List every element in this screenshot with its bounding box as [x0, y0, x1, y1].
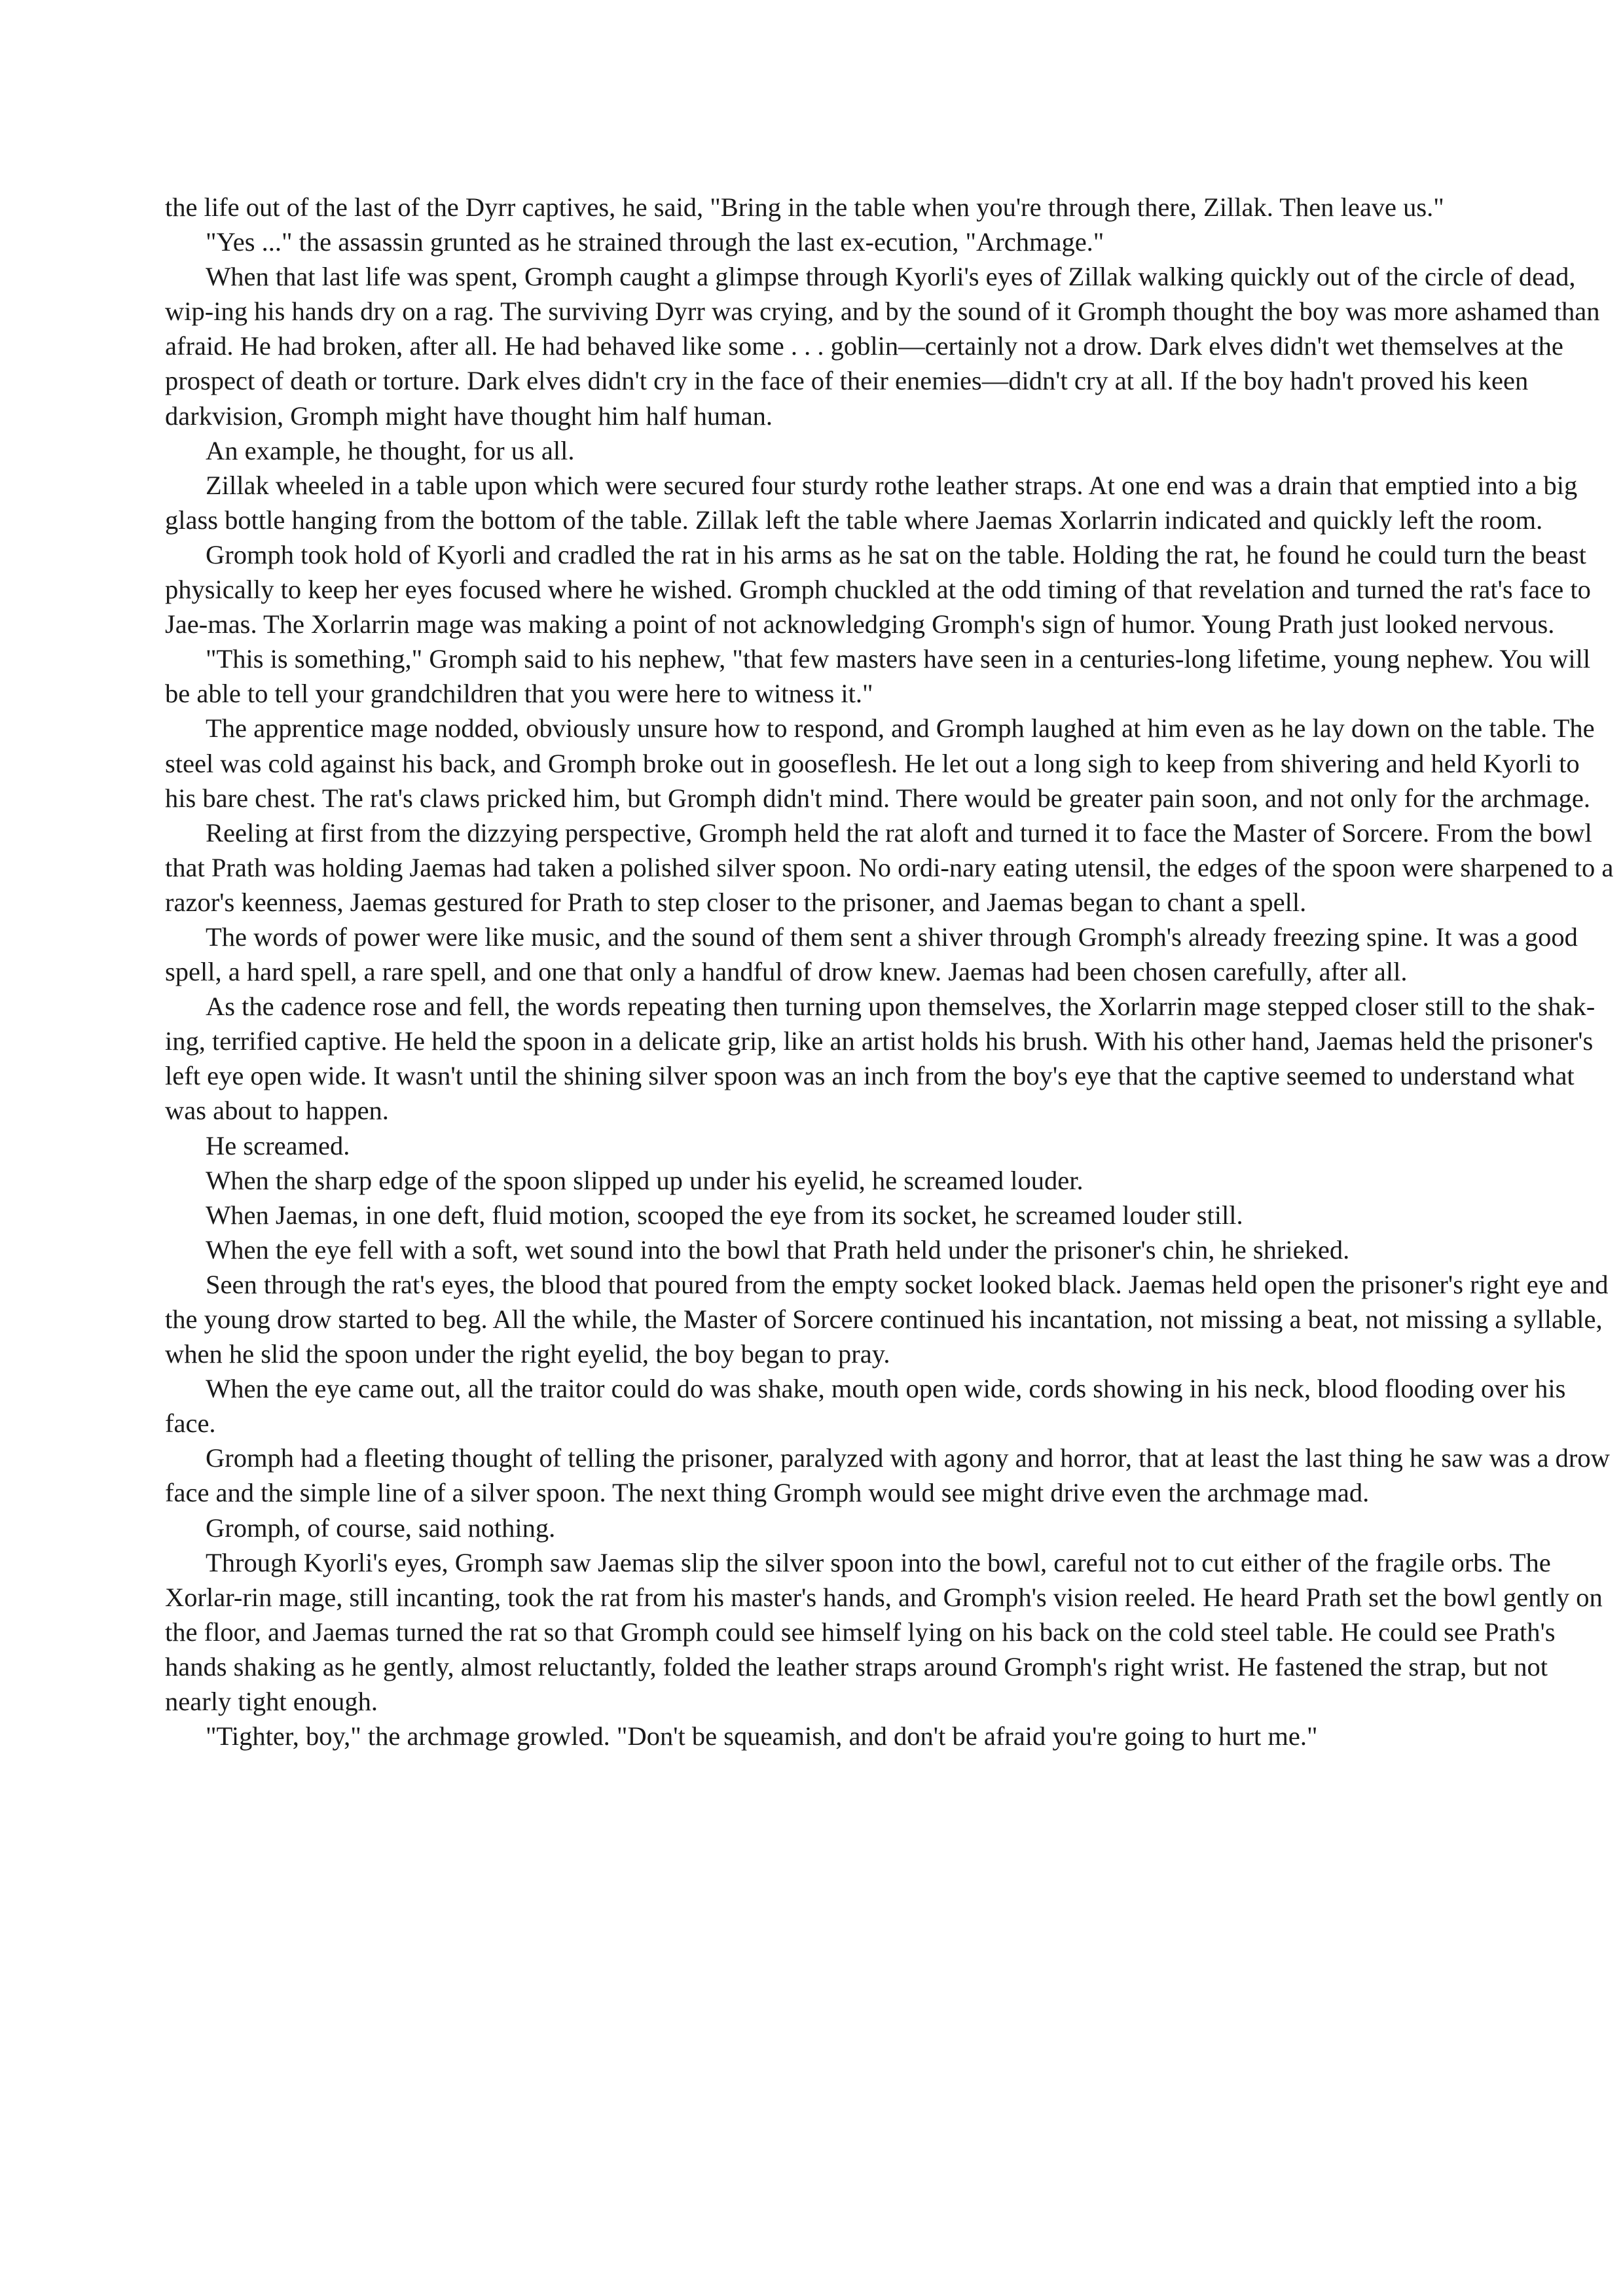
paragraph-14: When Jaemas, in one deft, fluid motion, scooped the eye from its socket, he screamed louder still.	[206, 1200, 1243, 1230]
paragraph-3: When that last life was spent, Gromph caught a glimpse through Kyorli's eyes of Zillak walking quickly out of the circle of dead, wip-ing his hands dry on a rag. The surviving Dyrr was crying, and by the sound of it Gromph thought the boy was more ashamed than afraid. He had broken, after all. He had behaved like some . . . goblin—certainly not a drow. Dark elves didn't wet themselves at the prospect of death or torture. Dark elves didn't cry in the face of their enemies—didn't cry at all. If the boy hadn't proved his keen darkvision, Gromph might have thought him half human.	[165, 262, 1600, 431]
paragraph-19: Gromph, of course, said nothing.	[206, 1513, 556, 1543]
body-text	[165, 190, 1615, 1753]
paragraph-10: The words of power were like music, and the sound of them sent a shiver through Gromph's already freezing spine. It was a good spell, a hard spell, a rare spell, and one that only a handful of drow knew. Jaemas had been chosen carefully, after all.	[165, 922, 1578, 987]
paragraph-11: As the cadence rose and fell, the words repeating then turning upon themselves, the Xorlarrin mage stepped closer still to the shak-ing, terrified captive. He held the spoon in a delicate grip, like an artist holds his brush. With his other hand, Jaemas held the prisoner's left eye open wide. It wasn't until the shining silver spoon was an inch from the boy's eye that the captive seemed to understand what was about to happen.	[165, 992, 1596, 1126]
paragraph-5: Zillak wheeled in a table upon which were secured four sturdy rothe leather straps. At one end was a drain that emptied into a big glass bottle hanging from the bottom of the table. Zillak left the table where Jaemas Xorlarrin indicated and quickly left the room.	[165, 470, 1578, 535]
paragraph-13: When the sharp edge of the spoon slipped up under his eyelid, he screamed louder.	[206, 1165, 1084, 1195]
paragraph-6: Gromph took hold of Kyorli and cradled the rat in his arms as he sat on the table. Holding the rat, he found he could turn the beast physically to keep her eyes focused where he wished. Gromph chuckled at the odd timing of that revelation and turned the rat's face to Jae-mas. The Xorlarrin mage was making a point of not acknowledging Gromph's sign of humor. Young Prath just looked nervous.	[165, 539, 1591, 639]
paragraph-15: When the eye fell with a soft, wet sound into the bowl that Prath held under the prisoner's chin, he shrieked.	[206, 1234, 1350, 1265]
paragraph-16: Seen through the rat's eyes, the blood that poured from the empty socket looked black. Jaemas held open the prisoner's right eye and the young drow started to beg. All the while, the Master of Sorcere continued his incantation, not missing a beat, not missing a syllable, when he slid the spoon under the right eyelid, the boy began to pray.	[165, 1269, 1609, 1369]
paragraph-9: Reeling at first from the dizzying perspective, Gromph held the rat aloft and turned it to face the Master of Sorcere. From the bowl that Prath was holding Jaemas had taken a polished silver spoon. No ordi-nary eating utensil, the edges of the spoon were sharpened to a razor's keenness, Jaemas gestured for Prath to step closer to the prisoner, and Jaemas began to chant a spell.	[165, 817, 1614, 917]
paragraph-12: He screamed.	[206, 1130, 350, 1160]
paragraph-20: Through Kyorli's eyes, Gromph saw Jaemas slip the silver spoon into the bowl, careful not to cut either of the fragile orbs. The Xorlar-rin mage, still incanting, took the rat from his master's hands, and Gromph's vision reeled. He heard Prath set the bowl gently on the floor, and Jaemas turned the rat so that Gromph could see himself lying on his back on the cold steel table. He could see Prath's hands shaking as he gently, almost reluctantly, folded the leather straps around Gromph's right wrist. He fastened the strap, but not nearly tight enough.	[165, 1547, 1603, 1717]
paragraph-17: When the eye came out, all the traitor could do was shake, mouth open wide, cords showing in his neck, blood flooding over his face.	[165, 1374, 1566, 1439]
paragraph-4: An example, he thought, for us all.	[206, 435, 575, 465]
paragraph-18: Gromph had a fleeting thought of telling the prisoner, paralyzed with agony and horror, that at least the last thing he saw was a drow face and the simple line of a silver spoon. The next thing Gromph would see might drive even the archmage mad.	[165, 1443, 1610, 1508]
paragraph-7: "This is something," Gromph said to his nephew, "that few masters have seen in a centuries-long lifetime, young nephew. You will be able to tell your grandchildren that you were here to witness it."	[165, 644, 1591, 709]
paragraph-2: "Yes ..." the assassin grunted as he strained through the last ex-ecution, "Archmage."	[206, 227, 1104, 257]
paragraph-8: The apprentice mage nodded, obviously unsure how to respond, and Gromph laughed at him even as he lay down on the table. The steel was cold against his back, and Gromph broke out in gooseflesh. He let out a long sigh to keep from shivering and held Kyorli to his bare chest. The rat's claws pricked him, but Gromph didn't mind. There would be greater pain soon, and not only for the archmage.	[165, 713, 1595, 813]
paragraph-1: the life out of the last of the Dyrr captives, he said, "Bring in the table when you're through there, Zillak. Then leave us."	[165, 192, 1444, 222]
paragraph-21: "Tighter, boy," the archmage growled. "Don't be squeamish, and don't be afraid you're going to hurt me."	[206, 1721, 1318, 1751]
